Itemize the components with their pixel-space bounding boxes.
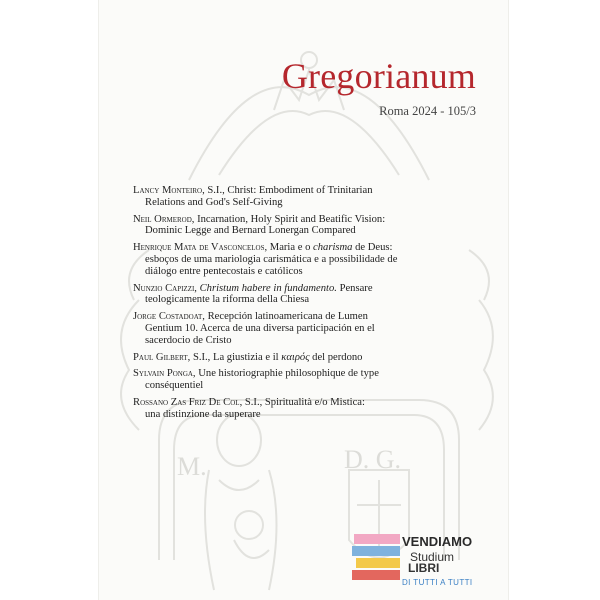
toc-title: Maria e o: [269, 242, 314, 254]
toc-title: de Deus:: [352, 242, 393, 254]
vendiamo-libri-badge: [348, 504, 498, 594]
toc-title: Recepción latinoamericana de Lumen: [207, 311, 368, 323]
badge-libri-text: LIBRI: [408, 561, 440, 575]
badge-book-stripe: [352, 570, 400, 580]
toc-entry: [133, 397, 483, 421]
toc-title-cont: Relations and God's Self-Giving: [145, 196, 283, 208]
table-of-contents: [133, 185, 483, 426]
journal-title: Gregorianum: [281, 56, 476, 96]
toc-title-italic: Christum habere in fundamento.: [199, 282, 337, 294]
toc-title: Pensare: [336, 282, 373, 294]
badge-studium-text: Studium: [410, 550, 455, 564]
badge-book-stripe: [356, 558, 400, 568]
toc-author: Henrique Mata de Vasconcelos,: [133, 242, 268, 254]
toc-author: Sylvain Ponga,: [133, 368, 196, 380]
toc-author: Jorge Costadoat,: [133, 311, 205, 323]
toc-title: La giustizia e il: [212, 351, 282, 363]
toc-title-italic: καιρός: [281, 351, 310, 363]
toc-title-cont: conséquentiel: [145, 380, 204, 392]
toc-title-cont: una distinzione da superare: [145, 408, 261, 420]
toc-entry: [133, 311, 483, 346]
badge-vendiamo-text: VENDIAMO: [402, 534, 473, 549]
toc-title: Incarnation, Holy Spirit and Beatific Vision:: [197, 213, 386, 225]
toc-title-cont: sacerdocio de Cristo: [145, 334, 232, 346]
toc-title-cont: Dominic Legge and Bernard Lonergan Compared: [145, 225, 356, 237]
toc-entry: [133, 283, 483, 307]
toc-title-italic: charisma: [313, 242, 353, 254]
toc-entry: [133, 242, 483, 277]
toc-title: Spiritualità e/o Mistica:: [264, 396, 365, 408]
toc-author: Lancy Monteiro, S.I.,: [133, 185, 225, 196]
toc-title: Une historiographie philosophique de type: [198, 368, 379, 380]
toc-entry: [133, 368, 483, 392]
journal-issue: Roma 2024 - 105/3: [379, 104, 476, 118]
toc-title: Christ: Embodiment of Trinitarian: [227, 185, 373, 196]
watermark-letters-left: M.: [177, 452, 207, 481]
toc-title: del perdono: [309, 351, 363, 363]
toc-entry: [133, 352, 483, 364]
watermark-letters-right: D. G.: [344, 445, 402, 474]
badge-book-stripe: [354, 534, 400, 544]
toc-entry: [133, 214, 483, 238]
toc-title-cont: esboços de uma mariologia carismática e a possibilidade de: [145, 253, 398, 265]
toc-author: Rossano Zas Friz De Col, S.I.,: [133, 396, 263, 408]
toc-title-cont: diálogo entre pentecostais e católicos: [145, 265, 303, 277]
badge-tagline-text: DI TUTTI A TUTTI: [402, 578, 473, 587]
toc-entry: [133, 185, 483, 209]
badge-book-stripe: [352, 546, 400, 556]
toc-title-cont: Gentium 10. Acerca de una diversa participación en el: [145, 322, 375, 334]
toc-author: Paul Gilbert, S.I.,: [133, 351, 211, 363]
toc-title-cont: teologicamente la riforma della Chiesa: [145, 294, 310, 306]
toc-author: Neil Ormerod,: [133, 213, 195, 225]
toc-author: Nunzio Capizzi,: [133, 282, 197, 294]
